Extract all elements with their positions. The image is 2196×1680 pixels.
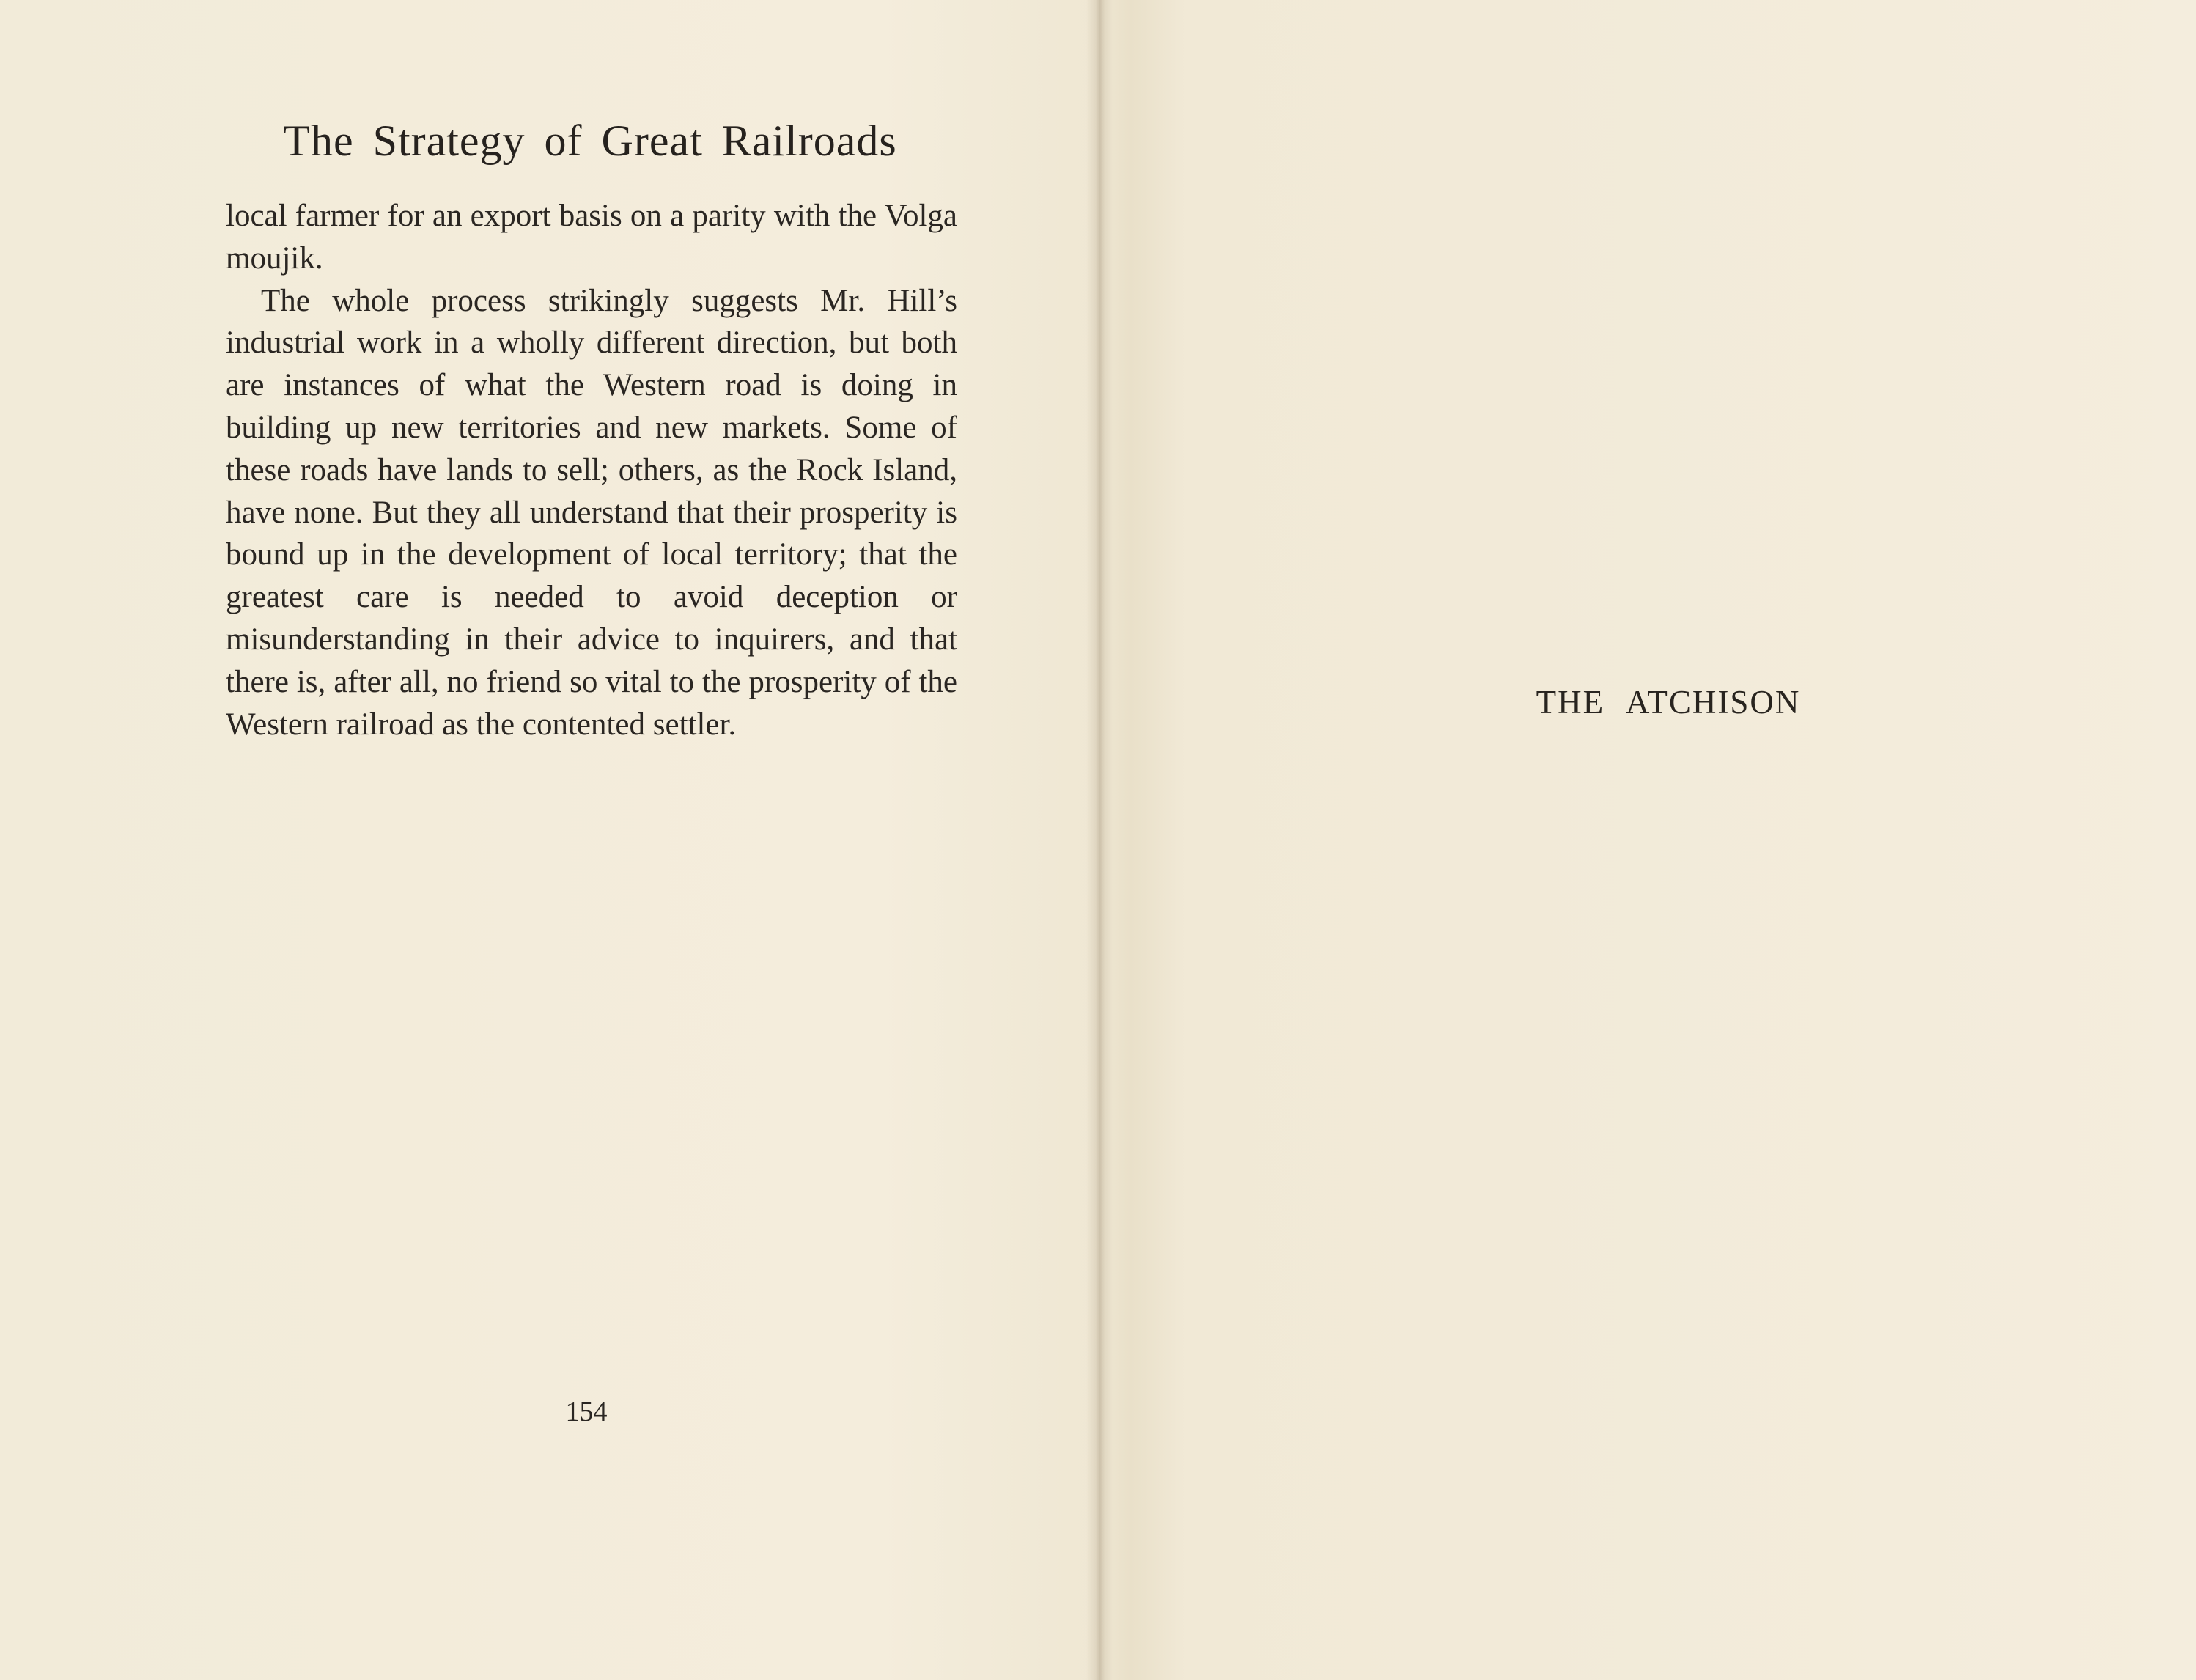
paragraph: The whole process strikingly suggests Mr. Hill’s industrial work in a wholly different direction, but both are instances of what the Western road is doing in building up new territories and new markets. Some of these roads have lands to sell; others, as the Rock Island, have none. But they all understand that their prosperity is bound up in the development of local territory; that the greatest care is needed to avoid deception or misunderstanding in their advice to inquirers, and that there is, after all, no friend so vital to the prosperity of the Western railroad as the contented settler. — [226, 283, 957, 742]
page-number: 154 — [565, 1396, 608, 1427]
paragraph-continuation: local farmer for an export basis on a parity with the Volga moujik. — [226, 199, 957, 276]
running-head: The Strategy of Great Railroads — [283, 117, 897, 165]
right-page — [1098, 0, 2196, 1680]
body-text — [226, 195, 957, 745]
part-title: THE ATCHISON — [1536, 684, 1801, 721]
